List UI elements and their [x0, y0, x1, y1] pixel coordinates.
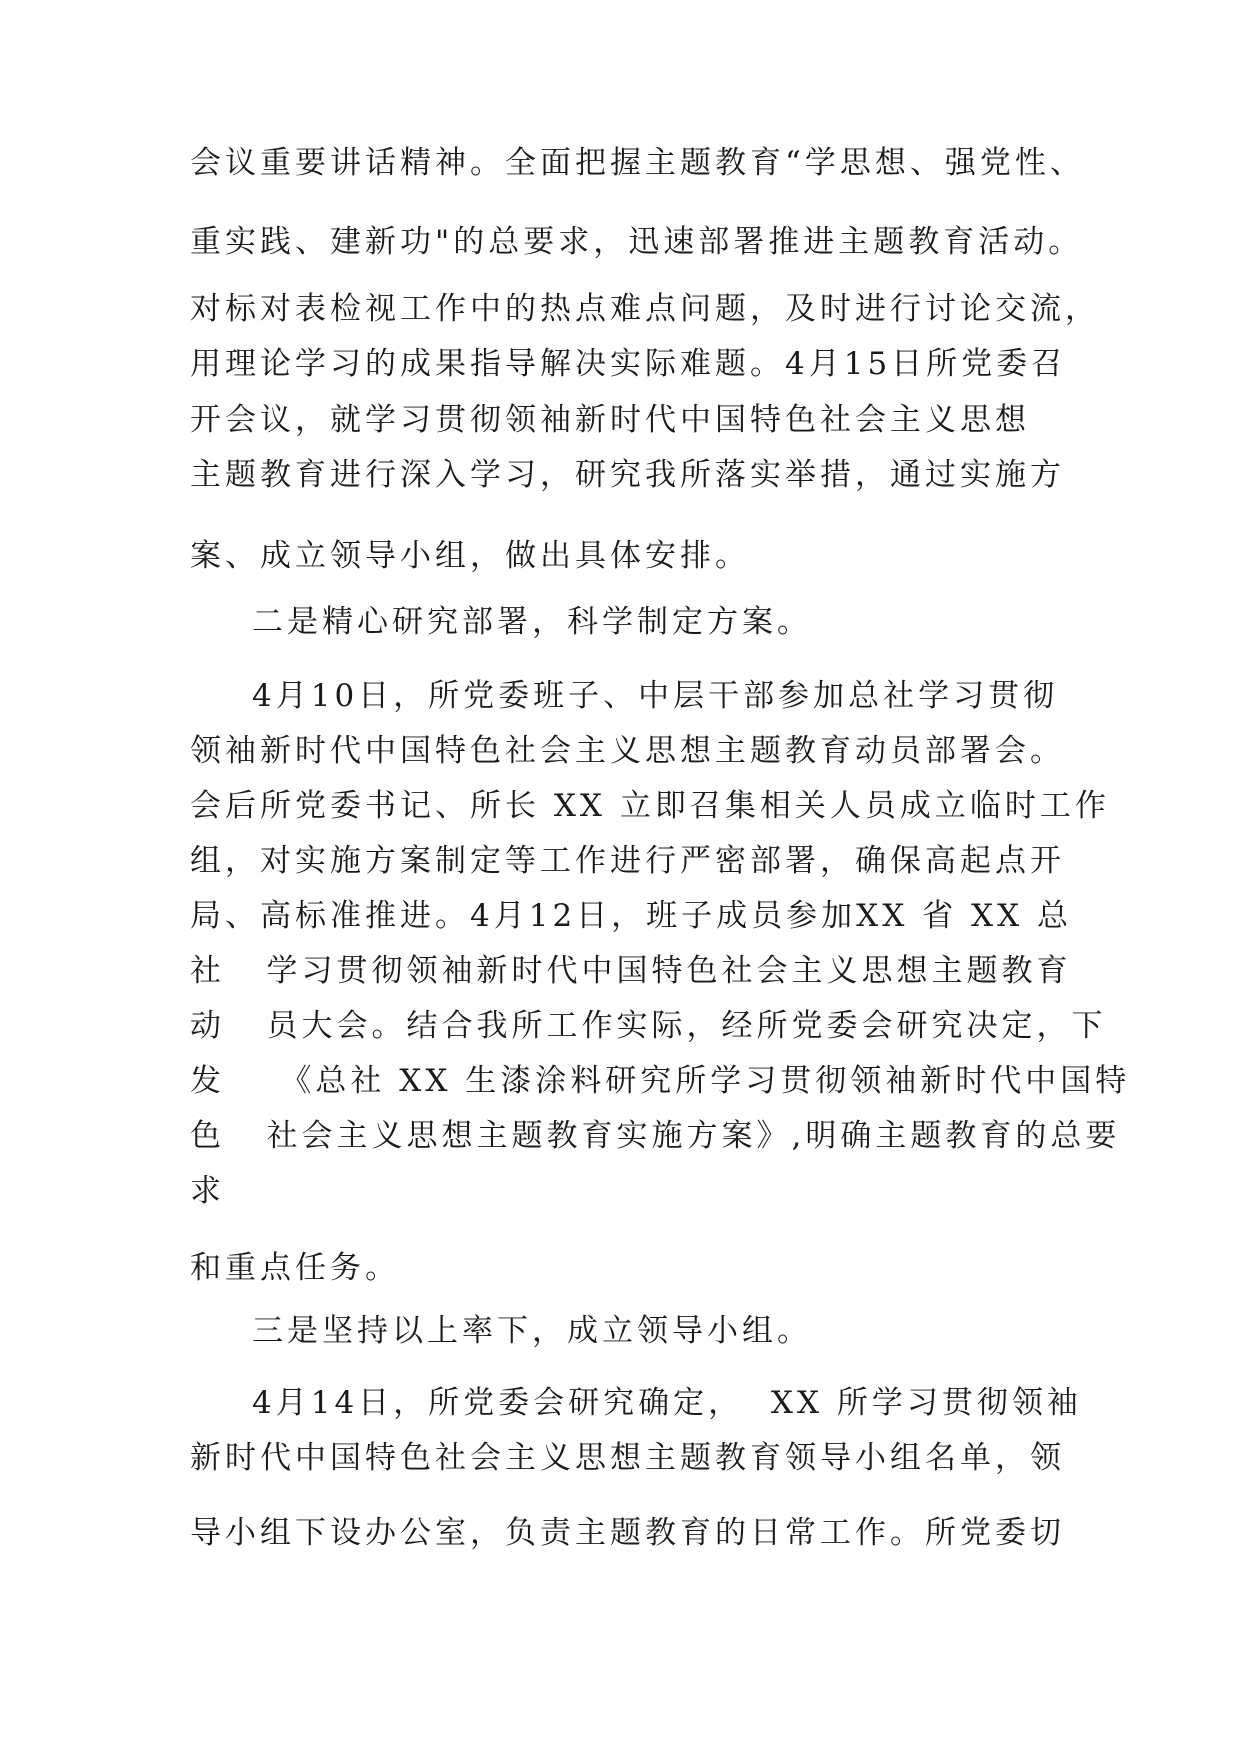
- text-line: 新时代中国特色社会主义思想主题教育领导小组名单，领: [190, 1440, 1065, 1476]
- text-line: 局、高标准推进。4月12日，班子成员参加XX 省 XX 总: [190, 898, 1073, 934]
- text-line: 组，对实施方案制定等工作进行严密部署，确保高起点开: [190, 843, 1065, 879]
- text-line: 领袖新时代中国特色社会主义思想主题教育动员部署会。: [190, 733, 1065, 769]
- text-line: 主题教育进行深入学习，研究我所落实举措，通过实施方: [190, 457, 1065, 493]
- text-line: 开会议，就学习贯彻领袖新时代中国特色社会主义思想: [190, 402, 1030, 438]
- text-line: 对标对表检视工作中的热点难点问题，及时进行讨论交流，: [190, 291, 1100, 327]
- text-line: 会后所党委书记、所长 XX 立即召集相关人员成立临时工作: [190, 788, 1110, 824]
- text-line: 和重点任务。: [190, 1250, 400, 1286]
- text-line: 导小组下设办公室，负责主题教育的日常工作。所党委切: [190, 1515, 1065, 1551]
- text-line: 案、成立领导小组，做出具体安排。: [190, 538, 750, 574]
- text-line: 发 《总社 XX 生漆涂料研究所学习贯彻领袖新时代中国特: [190, 1063, 1131, 1099]
- section-heading: 二是精心研究部署，科学制定方案。: [252, 604, 812, 640]
- text-line: 重实践、建新功"的总要求，迅速部署推进主题教育活动。: [190, 224, 1084, 260]
- text-line: 用理论学习的成果指导解决实际难题。4月15日所党委召: [190, 346, 1067, 382]
- text-line: 4月10日，所党委班子、中层干部参加总社学习贯彻: [252, 678, 1059, 714]
- section-heading: 三是坚持以上率下，成立领导小组。: [252, 1313, 812, 1349]
- text-line: 会议重要讲话精神。全面把握主题教育“学思想、强党性、: [190, 145, 1085, 181]
- text-line: 求: [190, 1173, 225, 1209]
- text-line: 动 员大会。结合我所工作实际，经所党委会研究决定，下: [190, 1008, 1107, 1044]
- text-line: 社 学习贯彻领袖新时代中国特色社会主义思想主题教育: [190, 953, 1072, 989]
- text-line: 4月14日，所党委会研究确定， XX 所学习贯彻领袖: [252, 1385, 1082, 1421]
- text-line: 色 社会主义思想主题教育实施方案》,明确主题教育的总要: [190, 1118, 1121, 1154]
